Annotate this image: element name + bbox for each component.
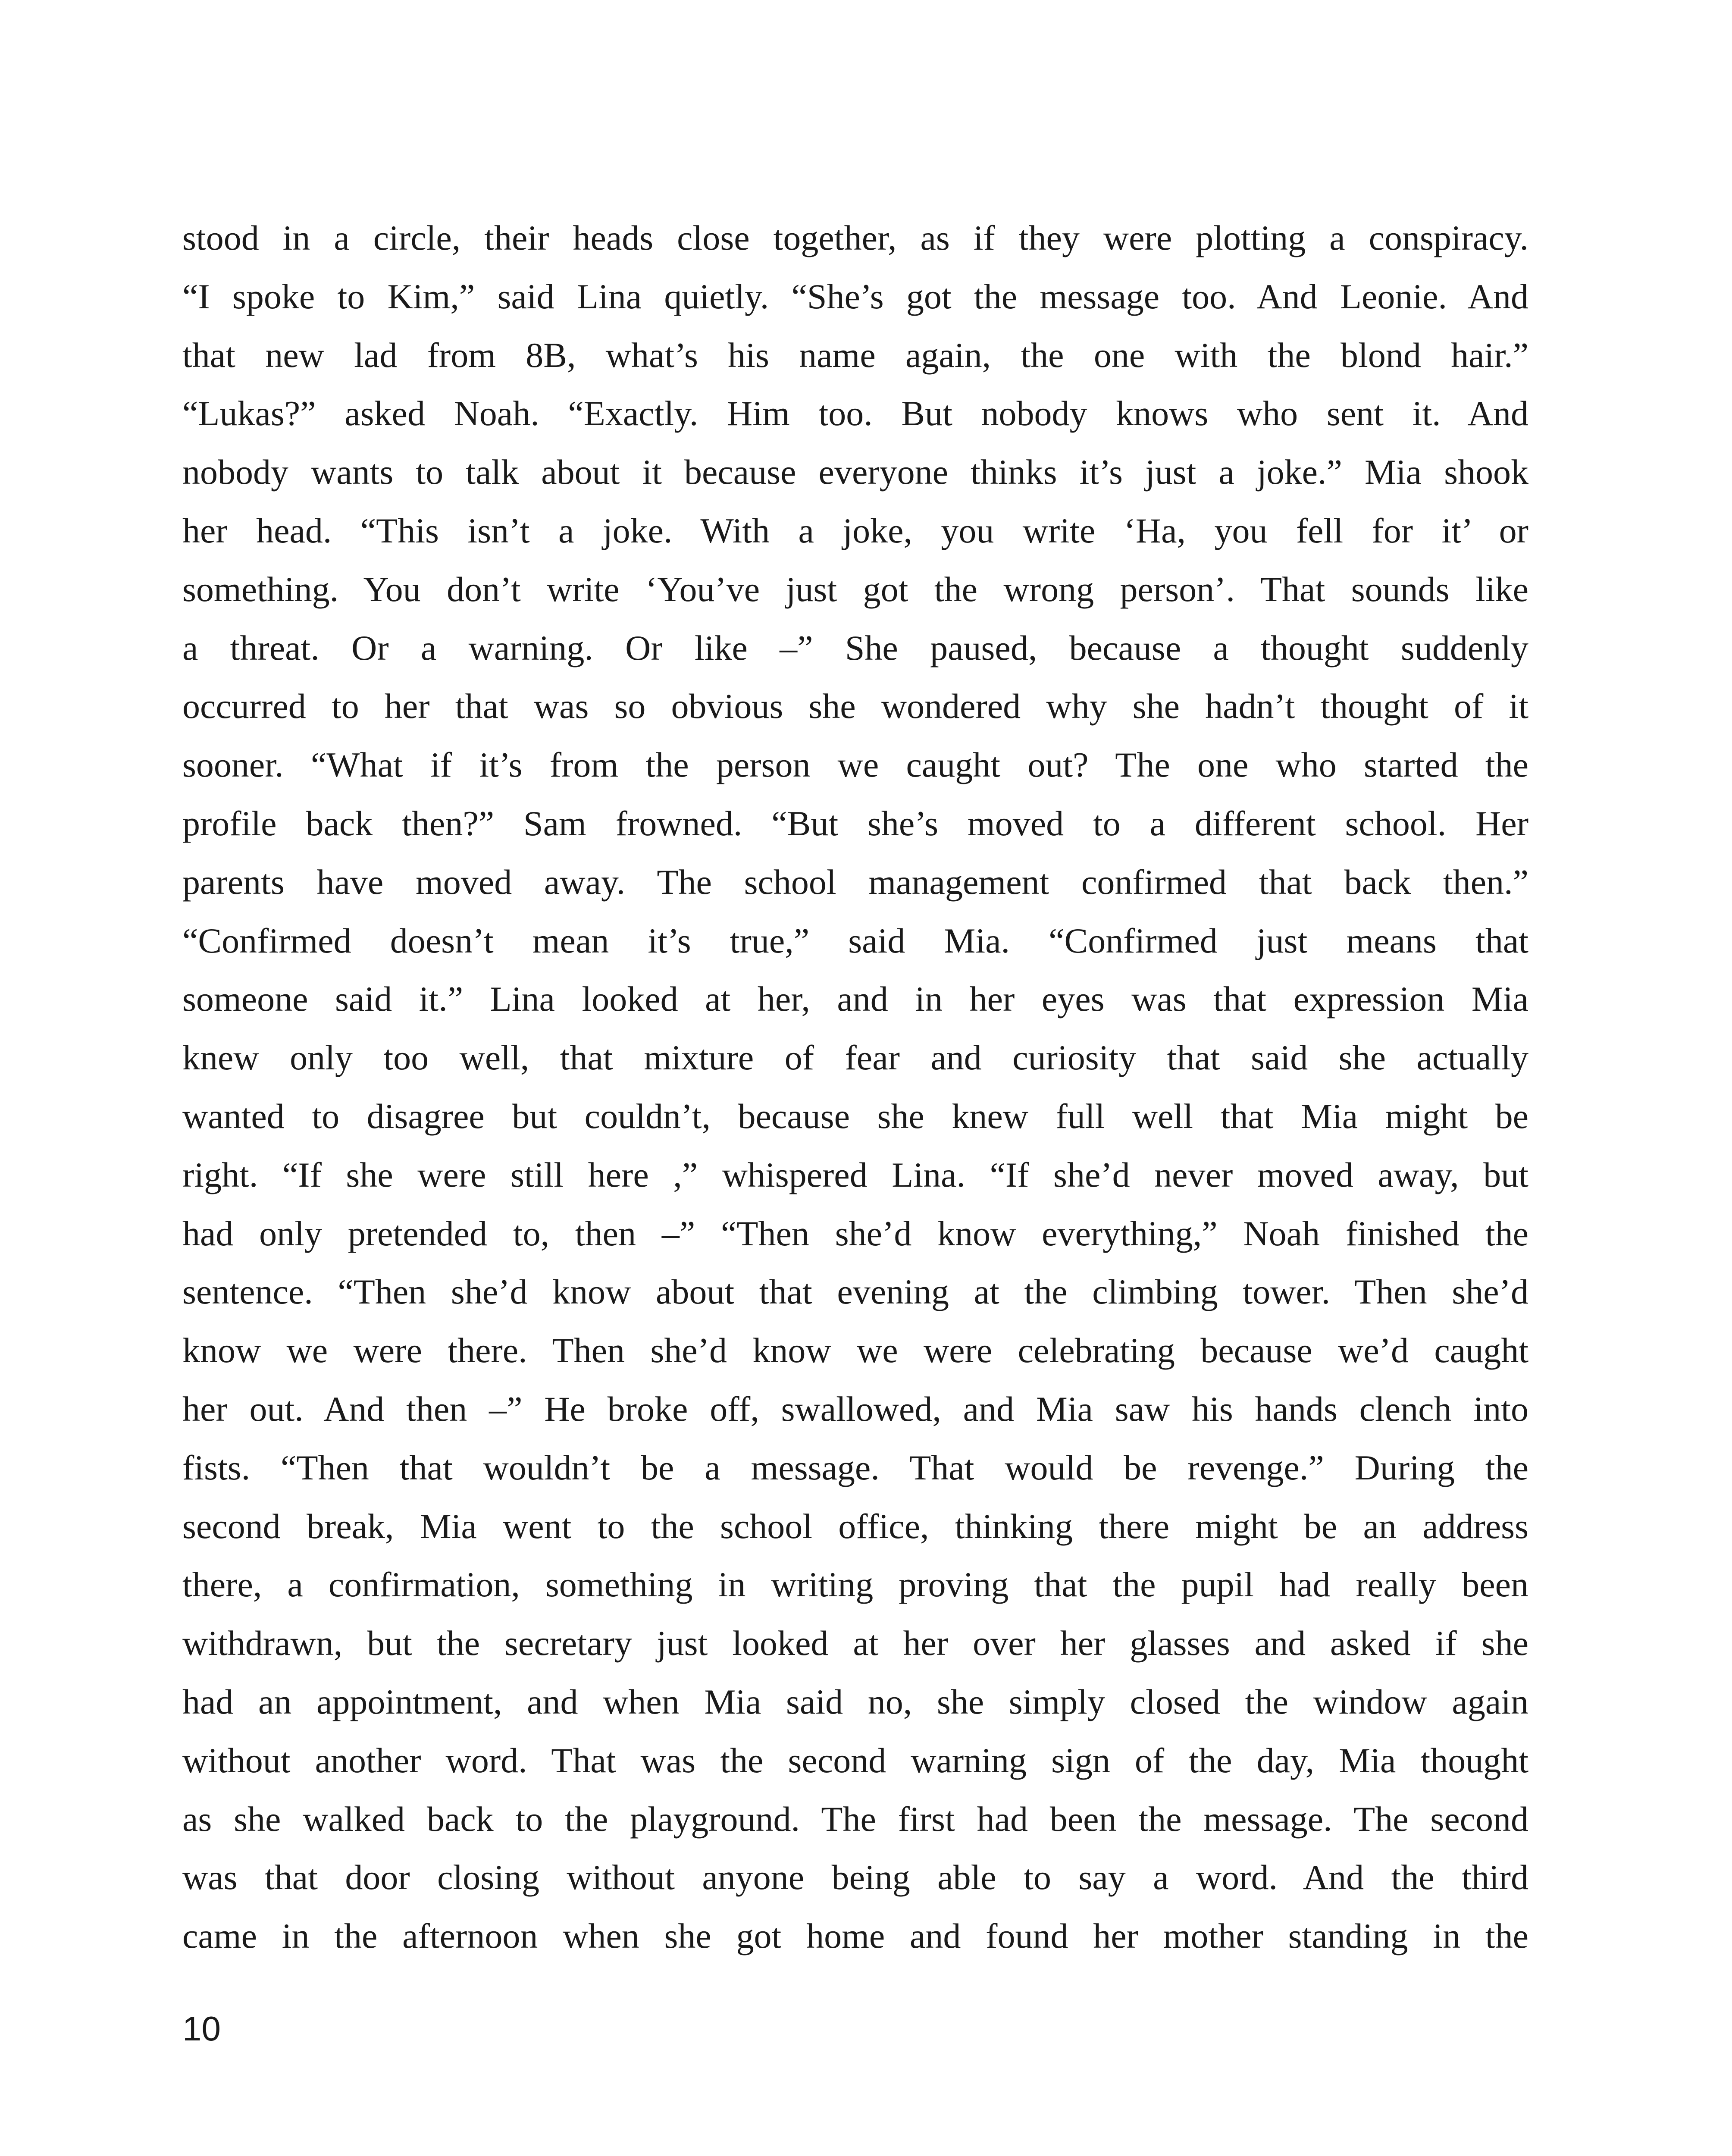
- text-line-18: had only pretended to, then –” “Then she’d know everything,” Noah finished the: [182, 1213, 1528, 1253]
- text-line-14: someone said it.” Lina looked at her, and in her eyes was that expression Mia: [182, 979, 1528, 1019]
- text-line-23: second break, Mia went to the school office, thinking there might be an address: [182, 1506, 1528, 1546]
- text-line-19: sentence. “Then she’d know about that evening at the climbing tower. Then she’d: [182, 1272, 1528, 1312]
- text-line-22: fists. “Then that wouldn’t be a message. That would be revenge.” During the: [182, 1448, 1528, 1487]
- text-line-13: “Confirmed doesn’t mean it’s true,” said Mia. “Confirmed just means that: [182, 921, 1528, 960]
- text-line-29: was that door closing without anyone being able to say a word. And the third: [182, 1858, 1528, 1897]
- text-line-4: “Lukas?” asked Noah. “Exactly. Him too. But nobody knows who sent it. And: [182, 394, 1528, 433]
- text-line-17: right. “If she were still here ,” whispered Lina. “If she’d never moved away, but: [182, 1155, 1528, 1194]
- text-line-21: her out. And then –” He broke off, swallowed, and Mia saw his hands clench into: [182, 1389, 1528, 1429]
- text-line-1: stood in a circle, their heads close together, as if they were plotting a conspiracy.: [182, 218, 1528, 257]
- text-line-25: withdrawn, but the secretary just looked at her over her glasses and asked if she: [182, 1623, 1528, 1663]
- text-line-15: knew only too well, that mixture of fear and curiosity that said she actually: [182, 1038, 1528, 1078]
- body-text: [182, 209, 1528, 1965]
- page-number: 10: [182, 2009, 221, 2048]
- text-line-10: sooner. “What if it’s from the person we caught out? The one who started the: [182, 745, 1528, 785]
- text-line-6: her head. “This isn’t a joke. With a joke, you write ‘Ha, you fell for it’ or: [182, 511, 1528, 550]
- text-line-5: nobody wants to talk about it because everyone thinks it’s just a joke.” Mia shook: [182, 452, 1528, 492]
- text-line-11: profile back then?” Sam frowned. “But she’s moved to a different school. Her: [182, 803, 1528, 843]
- text-line-27: without another word. That was the second warning sign of the day, Mia thought: [182, 1740, 1528, 1780]
- text-line-28: as she walked back to the playground. The first had been the message. The second: [182, 1799, 1528, 1839]
- text-line-26: had an appointment, and when Mia said no, she simply closed the window again: [182, 1682, 1528, 1721]
- text-line-24: there, a confirmation, something in writing proving that the pupil had really been: [182, 1565, 1528, 1604]
- text-line-2: “I spoke to Kim,” said Lina quietly. “She’s got the message too. And Leonie. And: [182, 276, 1528, 316]
- text-line-8: a threat. Or a warning. Or like –” She paused, because a thought suddenly: [182, 628, 1528, 667]
- text-line-7: something. You don’t write ‘You’ve just got the wrong person’. That sounds like: [182, 569, 1528, 609]
- text-line-12: parents have moved away. The school management confirmed that back then.”: [182, 862, 1528, 902]
- text-line-30: came in the afternoon when she got home and found her mother standing in the: [182, 1916, 1528, 1956]
- text-line-9: occurred to her that was so obvious she wondered why she hadn’t thought of it: [182, 686, 1528, 726]
- text-line-20: know we were there. Then she’d know we were celebrating because we’d caught: [182, 1331, 1528, 1370]
- text-line-16: wanted to disagree but couldn’t, because she knew full well that Mia might be: [182, 1096, 1528, 1136]
- text-line-3: that new lad from 8B, what’s his name again, the one with the blond hair.”: [182, 335, 1528, 375]
